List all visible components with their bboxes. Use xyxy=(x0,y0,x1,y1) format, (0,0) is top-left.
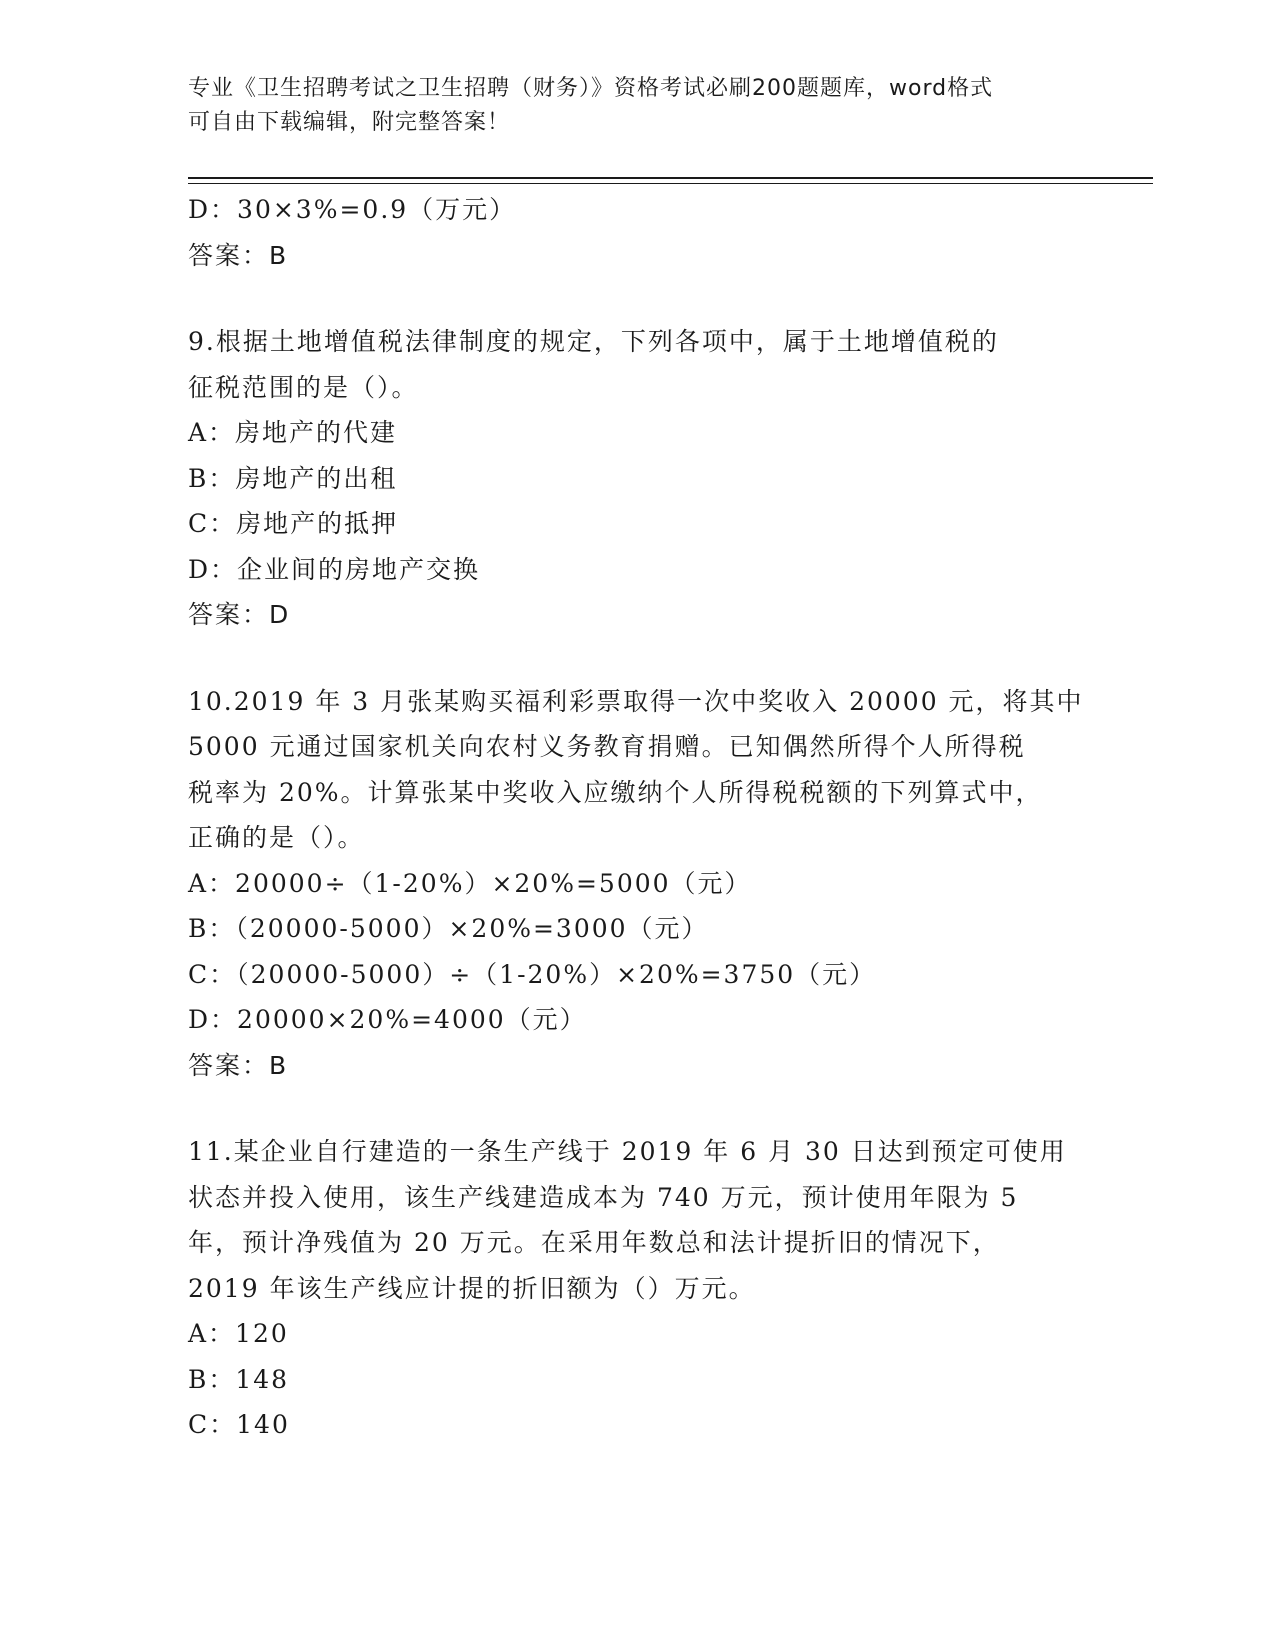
header-line-2: 可自由下载编辑，附完整答案！ xyxy=(188,110,511,135)
question-10-answer: 答案：B xyxy=(188,1050,289,1080)
question-9-answer: 答案：D xyxy=(188,600,291,629)
question-11 xyxy=(188,1129,1088,1448)
question-9-option-b: B：房地产的出租 xyxy=(188,463,398,493)
prev-answer: 答案：B xyxy=(188,240,289,270)
question-10-text-4: 正确的是（）。 xyxy=(188,823,365,852)
question-11-option-c: C：140 xyxy=(188,1410,290,1439)
document-header xyxy=(188,72,1068,140)
question-10-option-a: A：20000÷（1-20%）×20%=5000（元） xyxy=(188,868,752,898)
question-10-text-2: 5000 元通过国家机关向农村义务教育捐赠。已知偶然所得个人所得税 xyxy=(188,732,1026,761)
question-10-text-1: 10.2019 年 3 月张某购买福利彩票取得一次中奖收入 20000 元，将其中 xyxy=(188,686,1084,716)
prev-option-d: D：30×3%=0.9（万元） xyxy=(188,195,517,224)
spacer xyxy=(188,638,1088,679)
question-9-option-c: C：房地产的抵押 xyxy=(188,509,399,538)
question-10 xyxy=(188,679,1088,1089)
question-10-option-b: B：（20000-5000）×20%=3000（元） xyxy=(188,914,709,943)
question-9-option-a: A：房地产的代建 xyxy=(188,418,398,447)
header-divider-thin xyxy=(188,183,1153,184)
question-10-option-d: D：20000×20%=4000（元） xyxy=(188,1005,587,1034)
header-divider-thick xyxy=(188,177,1153,179)
question-9-option-d: D：企业间的房地产交换 xyxy=(188,554,481,584)
header-line-1: 专业《卫生招聘考试之卫生招聘（财务）》资格考试必刷200题题库，word格式 xyxy=(188,76,994,101)
spacer xyxy=(188,278,1088,319)
question-9-text-2: 征税范围的是（）。 xyxy=(188,372,419,402)
question-11-text-4: 2019 年该生产线应计提的折旧额为（）万元。 xyxy=(188,1273,756,1303)
question-11-option-a: A：120 xyxy=(188,1319,289,1348)
question-9-text-1: 9.根据土地增值税法律制度的规定，下列各项中，属于土地增值税的 xyxy=(188,327,999,356)
question-10-text-3: 税率为 20%。计算张某中奖收入应缴纳个人所得税税额的下列算式中， xyxy=(188,777,1043,807)
question-10-option-c: C：（20000-5000）÷（1-20%）×20%=3750（元） xyxy=(188,959,877,989)
question-11-text-3: 年，预计净残值为 20 万元。在采用年数总和法计提折旧的情况下， xyxy=(188,1228,1000,1257)
question-11-text-1: 11.某企业自行建造的一条生产线于 2019 年 6 月 30 日达到预定可使用 xyxy=(188,1137,1067,1166)
question-11-text-2: 状态并投入使用，该生产线建造成本为 740 万元，预计使用年限为 5 xyxy=(188,1182,1019,1212)
spacer xyxy=(188,1088,1088,1129)
question-11-option-b: B：148 xyxy=(188,1364,290,1394)
question-9 xyxy=(188,319,1088,638)
document-body xyxy=(188,187,1088,1448)
